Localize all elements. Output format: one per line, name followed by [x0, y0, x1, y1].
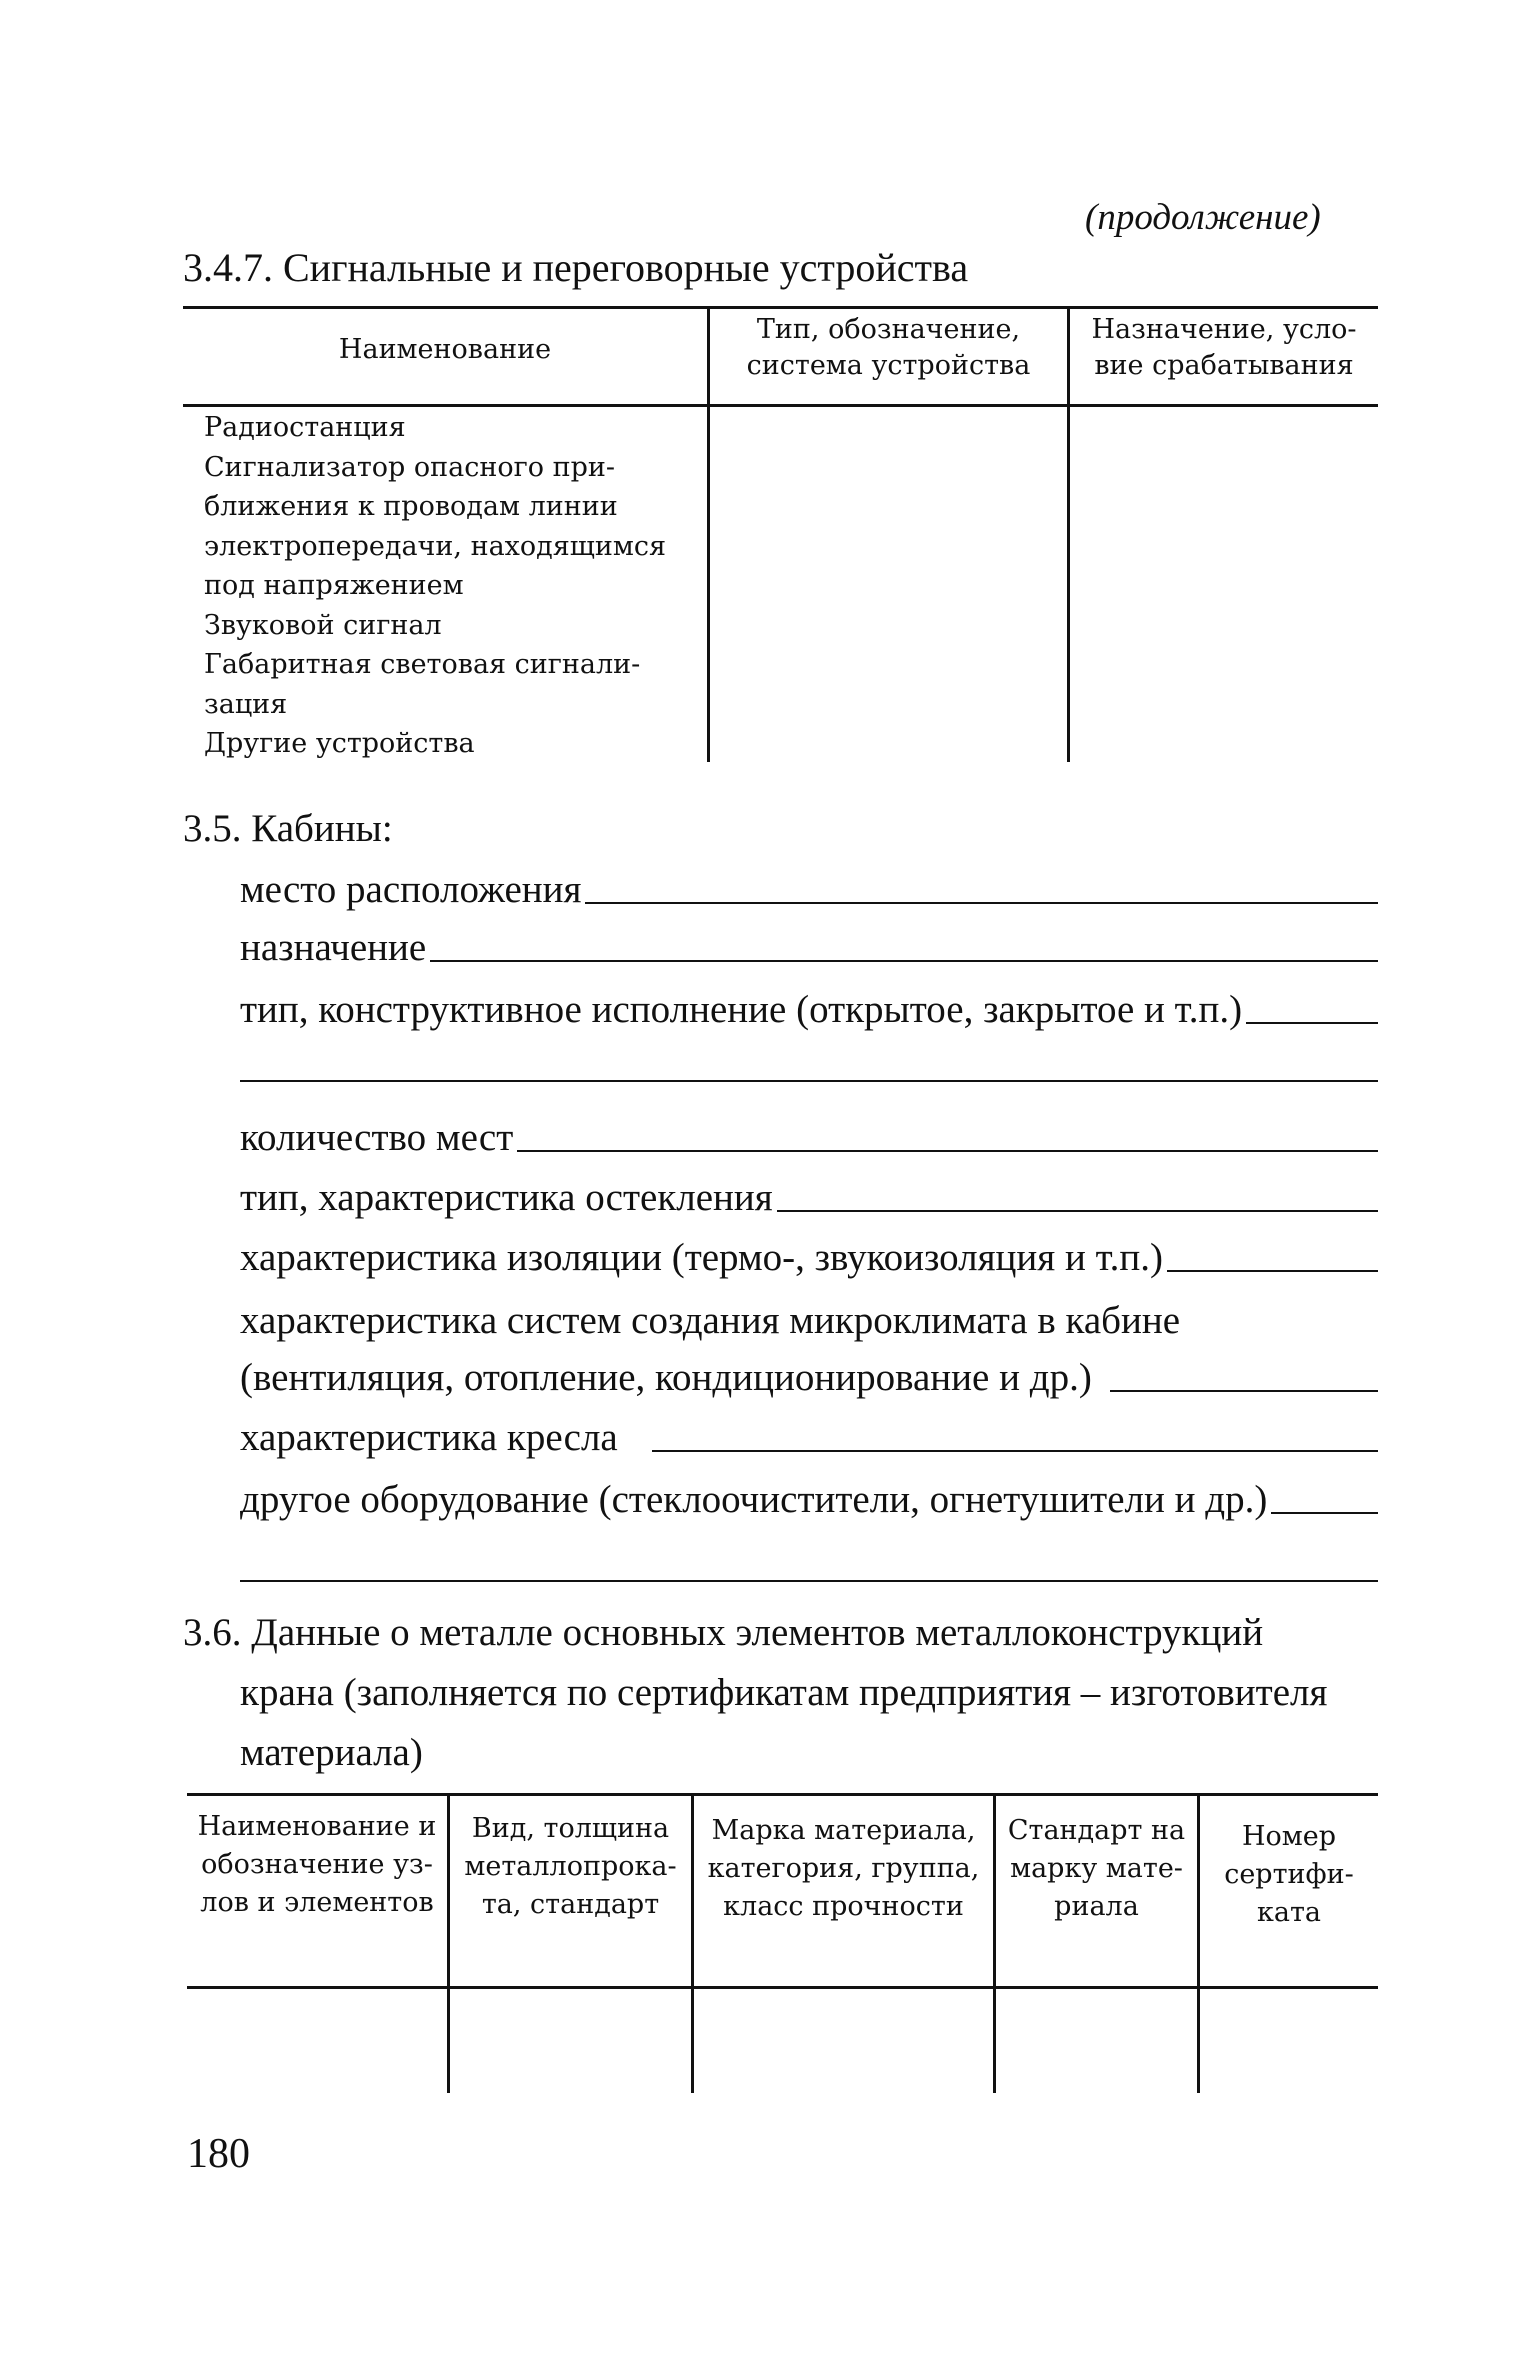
table1-header-rule — [183, 404, 1378, 407]
fill-line[interactable] — [1271, 1512, 1378, 1514]
field-label: характеристика кресла — [240, 1416, 618, 1459]
table1-header-name: Наименование — [338, 334, 552, 365]
table1-header-purpose: Назначение, усло- вие срабатывания — [1091, 314, 1357, 381]
table1-row-line: зация — [204, 688, 288, 720]
field-label: характеристика изоляции (термо-, звукоизоляция и т.п.) — [240, 1236, 1164, 1279]
field-label: назначение — [240, 926, 427, 969]
field-microclimate-label: характеристика систем создания микроклимата в кабине — [240, 1299, 1181, 1342]
section-heading-36: 3.6. Данные о металле основных элементов металлоконструкций — [183, 1611, 1264, 1654]
field-label: другое оборудование (стеклоочистители, огнетушители и др.) — [240, 1478, 1268, 1521]
table1-row-line: Габаритная световая сигнали- — [204, 649, 641, 680]
field-label: количество мест — [240, 1116, 514, 1159]
table1-device-list — [204, 408, 666, 764]
field-seat-count[interactable] — [240, 1118, 1378, 1158]
continuation-note: (продолжение) — [1085, 197, 1321, 238]
table1-row-line: Радиостанция — [204, 412, 406, 443]
fill-line[interactable] — [430, 960, 1378, 962]
page-number: 180 — [187, 2131, 250, 2177]
field-label: место расположения — [240, 868, 582, 911]
table1-header-type: Тип, обозначение, система устройства — [746, 314, 1031, 381]
table1-row-line: электропередачи, находящимся — [204, 530, 667, 562]
field-microclimate[interactable] — [240, 1358, 1378, 1398]
table1-row-line: ближения к проводам линии — [204, 491, 618, 522]
table2-header-standard: Стандарт на марку мате- риала — [1007, 1815, 1186, 1922]
field-seat[interactable] — [240, 1418, 1378, 1458]
field-label: тип, конструктивное исполнение (открытое, закрытое и т.п.) — [240, 988, 1243, 1031]
field-label: тип, характеристика остекления — [240, 1176, 773, 1219]
fill-line[interactable] — [1246, 1022, 1378, 1024]
section-heading-35: 3.5. Кабины: — [183, 807, 393, 850]
field-insulation[interactable] — [240, 1238, 1378, 1278]
field-other-equipment[interactable] — [240, 1480, 1378, 1520]
field-cabin-purpose[interactable] — [240, 928, 1378, 968]
table2-header-certificate: Номер сертифи- ката — [1224, 1821, 1354, 1928]
table1-row-line: Сигнализатор опасного при- — [204, 451, 616, 483]
field-other-equipment-cont[interactable] — [240, 1548, 1378, 1588]
table1-row-line: Звуковой сигнал — [204, 609, 442, 641]
fill-line[interactable] — [240, 1080, 1378, 1082]
table1-top-rule — [183, 306, 1378, 309]
table1-row-line: под напряжением — [204, 570, 464, 601]
table2-header-grade: Марка материала, категория, группа, класс прочности — [707, 1815, 980, 1922]
section-heading-36-line3: материала) — [240, 1731, 423, 1774]
fill-line[interactable] — [240, 1580, 1378, 1582]
section-heading-347: 3.4.7. Сигнальные и переговорные устройства — [183, 245, 969, 290]
table2-header-rolled-metal: Вид, толщина металлопрока- та, стандарт — [464, 1813, 677, 1920]
fill-line[interactable] — [517, 1150, 1378, 1152]
field-cabin-type-cont[interactable] — [240, 1048, 1378, 1088]
field-label: (вентиляция, отопление, кондиционирование и др.) — [240, 1356, 1092, 1399]
fill-line[interactable] — [652, 1450, 1378, 1452]
fill-line[interactable] — [1167, 1270, 1378, 1272]
field-cabin-type[interactable] — [240, 990, 1378, 1030]
fill-line[interactable] — [777, 1210, 1378, 1212]
fill-line[interactable] — [1110, 1390, 1378, 1392]
field-glazing[interactable] — [240, 1178, 1378, 1218]
table2-header-element: Наименование и обозначение уз- лов и элементов — [197, 1811, 437, 1918]
field-cabin-location[interactable] — [240, 870, 1378, 910]
fill-line[interactable] — [585, 902, 1378, 904]
section-heading-36-line2: крана (заполняется по сертификатам предприятия – изготовителя — [240, 1671, 1328, 1714]
table1-row-line: Другие устройства — [204, 728, 475, 759]
